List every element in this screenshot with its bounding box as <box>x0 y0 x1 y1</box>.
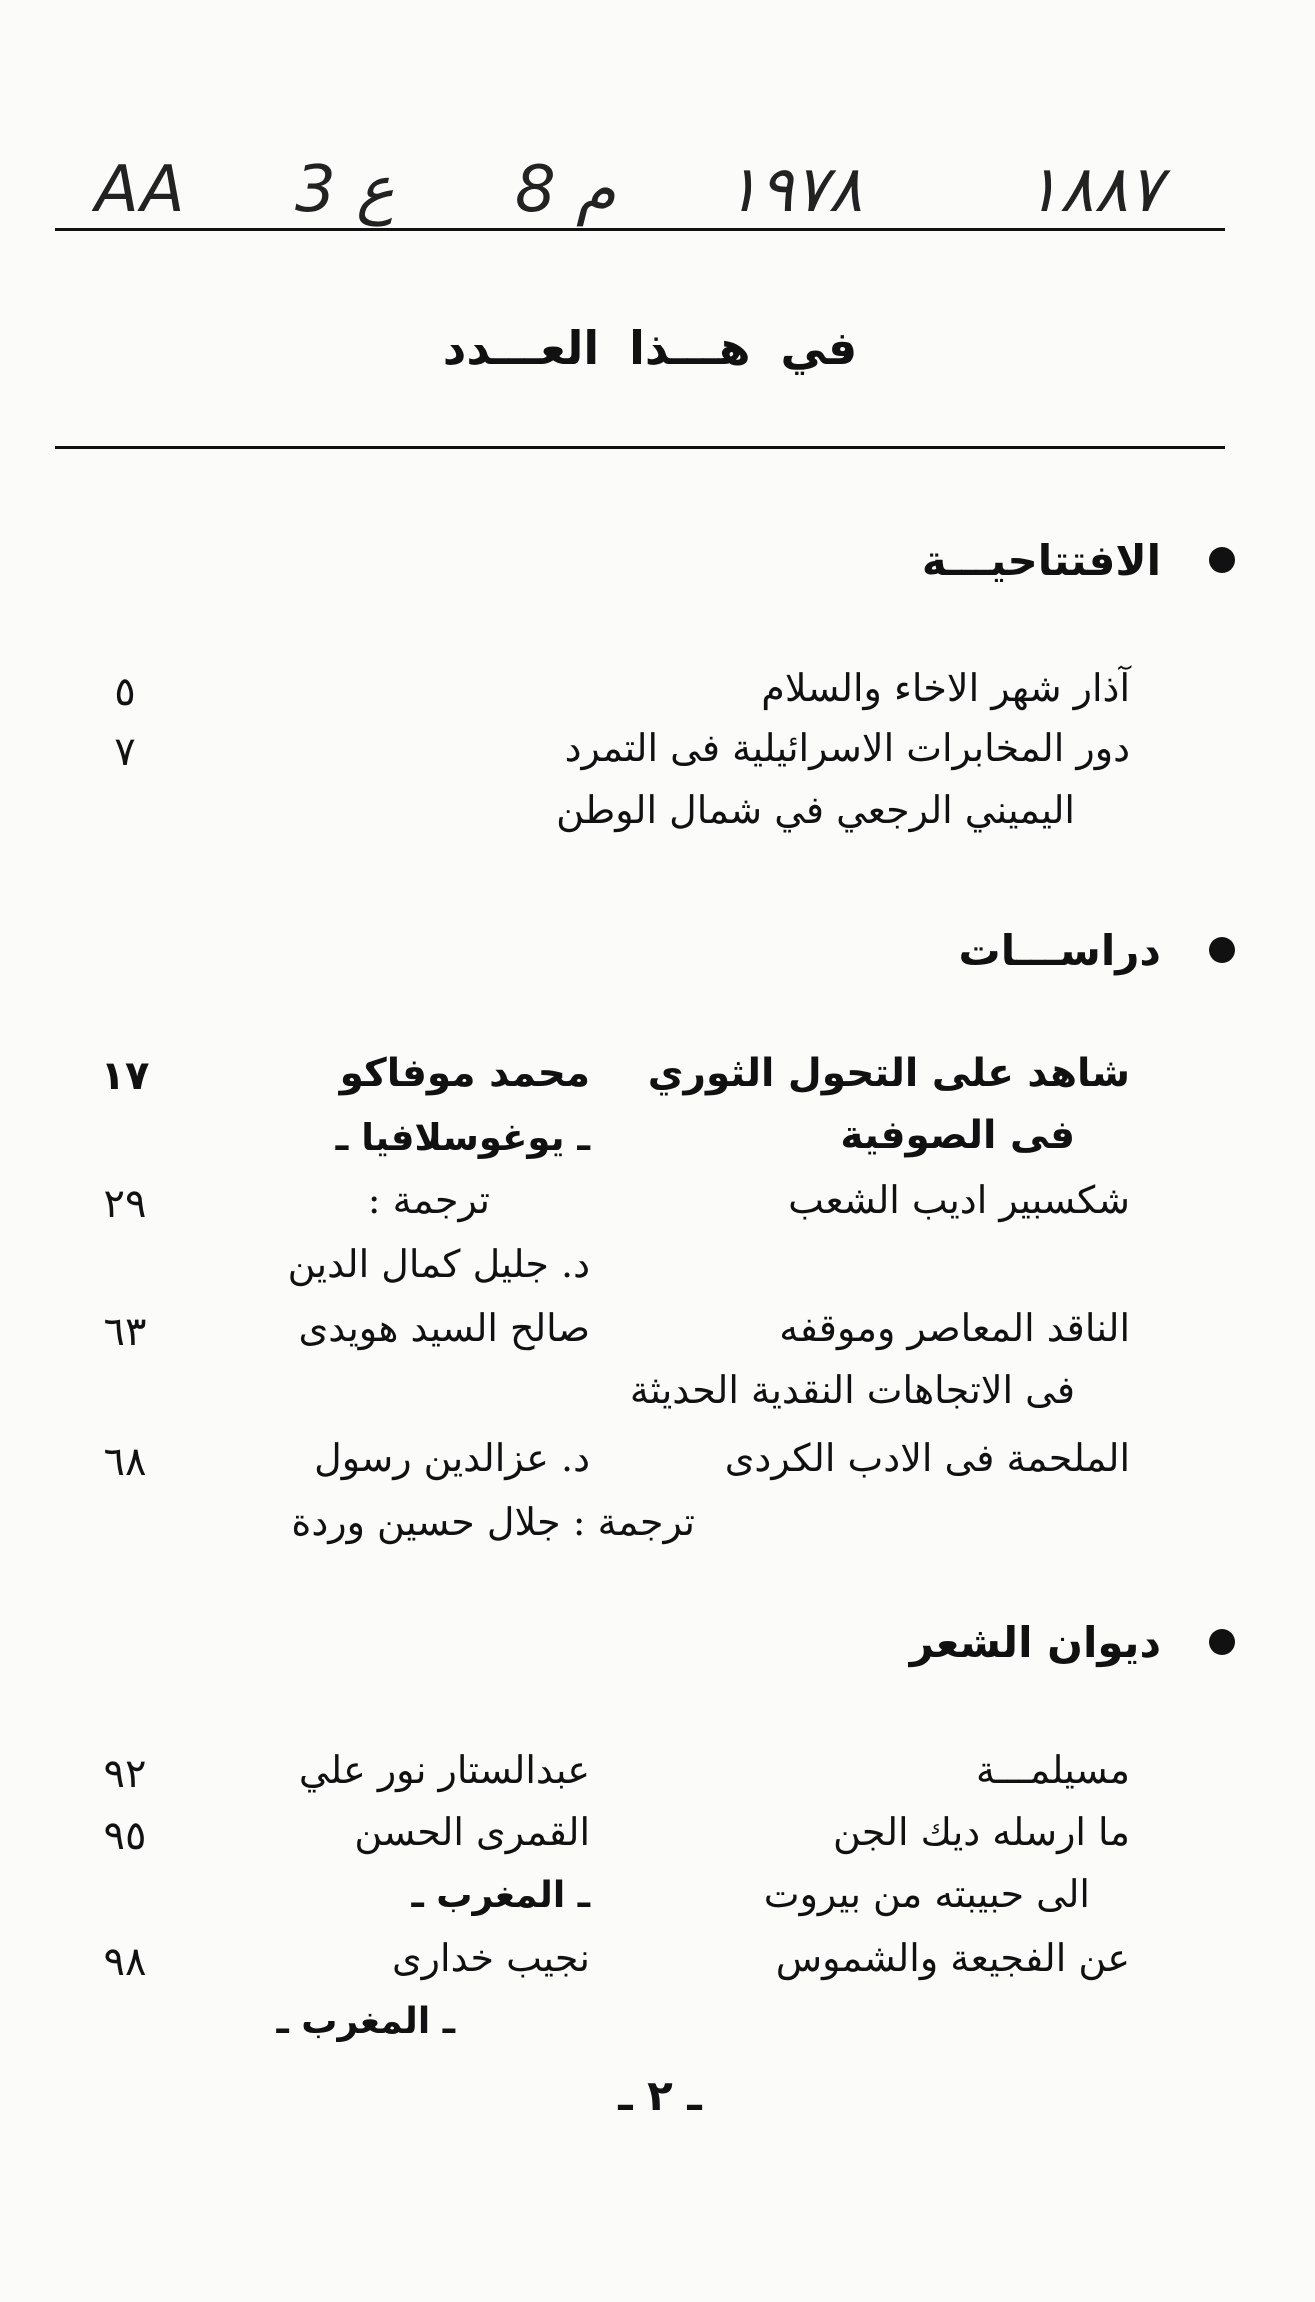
entry-title: ما ارسله ديك الجن <box>833 1810 1130 1854</box>
entry-translator: د. جليل كمال الدين <box>287 1242 590 1286</box>
entry-author: محمد موفاكو <box>339 1051 590 1096</box>
page-number: ـ ٢ ـ <box>618 2071 702 2120</box>
entry-page-number: ٩٥ <box>103 1813 147 1859</box>
entry-page-number: ٦٣ <box>103 1309 147 1355</box>
handwritten-accession-number: ١٨٨٧ <box>1025 153 1163 227</box>
section-heading-poetry <box>910 1612 1235 1672</box>
entry-author: د. عزالدين رسول <box>314 1436 590 1480</box>
top-rule <box>55 228 1225 231</box>
entry-title: دور المخابرات الاسرائيلية فى التمرد <box>564 726 1130 770</box>
entry-title: مسيلمـــة <box>975 1748 1130 1792</box>
entry-page-number: ٧ <box>114 729 136 775</box>
entry-title: الملحمة فى الادب الكردى <box>724 1436 1130 1480</box>
entry-title: عن الفجيعة والشموس <box>775 1936 1130 1980</box>
entry-author: القمرى الحسن <box>354 1810 590 1854</box>
entry-translator-label: ترجمة : <box>367 1178 490 1222</box>
entry-page-number: ٩٨ <box>103 1939 147 1985</box>
section-heading-studies <box>959 920 1235 980</box>
handwritten-call-number: AA <box>95 153 187 227</box>
entry-title: آذار شهر الاخاء والسلام <box>761 666 1130 710</box>
entry-page-number: ٢٩ <box>103 1181 147 1227</box>
entry-author-country: ـ يوغوسلافيا ـ <box>335 1116 590 1159</box>
entry-translator: ترجمة : جلال حسين وردة <box>291 1500 695 1544</box>
entry-title-continuation: اليميني الرجعي في شمال الوطن <box>556 788 1075 832</box>
section-title: ديوان الشعر <box>909 1617 1161 1667</box>
entry-page-number: ٦٨ <box>103 1439 147 1485</box>
entry-author-country: ـ المغرب ـ <box>276 2001 455 2042</box>
entry-title: الناقد المعاصر وموقفه <box>779 1306 1130 1350</box>
section-heading-editorial <box>922 530 1235 590</box>
entry-page-number: ٩٢ <box>103 1751 147 1797</box>
handwritten-volume-mark: 3 ع <box>295 153 395 227</box>
entry-title-continuation: فى الصوفية <box>840 1113 1075 1158</box>
handwritten-year: ١٩٧٨ <box>725 153 863 227</box>
section-title: الافتتاحيـــة <box>921 535 1161 585</box>
bullet-icon <box>1209 547 1235 573</box>
entry-title: شكسبير اديب الشعب <box>788 1178 1130 1222</box>
title-rule <box>55 446 1225 449</box>
entry-author-country: ـ المغرب ـ <box>411 1875 590 1916</box>
entry-page-number: ٥ <box>114 669 136 715</box>
entry-title-continuation: فى الاتجاهات النقدية الحديثة <box>629 1368 1075 1412</box>
entry-title-continuation: الى حبيبته من بيروت <box>763 1872 1090 1916</box>
section-title: دراســـات <box>958 925 1161 975</box>
bullet-icon <box>1209 937 1235 963</box>
handwritten-issue-mark: 8 م <box>515 153 616 227</box>
entry-author: صالح السيد هويدى <box>298 1306 590 1350</box>
bullet-icon <box>1209 1629 1235 1655</box>
entry-author: نجيب خدارى <box>391 1936 590 1980</box>
page-title: في هـــذا العـــدد <box>442 321 858 375</box>
entry-title: شاهد على التحول الثوري <box>647 1051 1130 1096</box>
handwritten-catalog-line <box>95 150 1215 230</box>
entry-author: عبدالستار نور علي <box>298 1748 590 1792</box>
entry-page-number: ١٧ <box>100 1053 150 1099</box>
